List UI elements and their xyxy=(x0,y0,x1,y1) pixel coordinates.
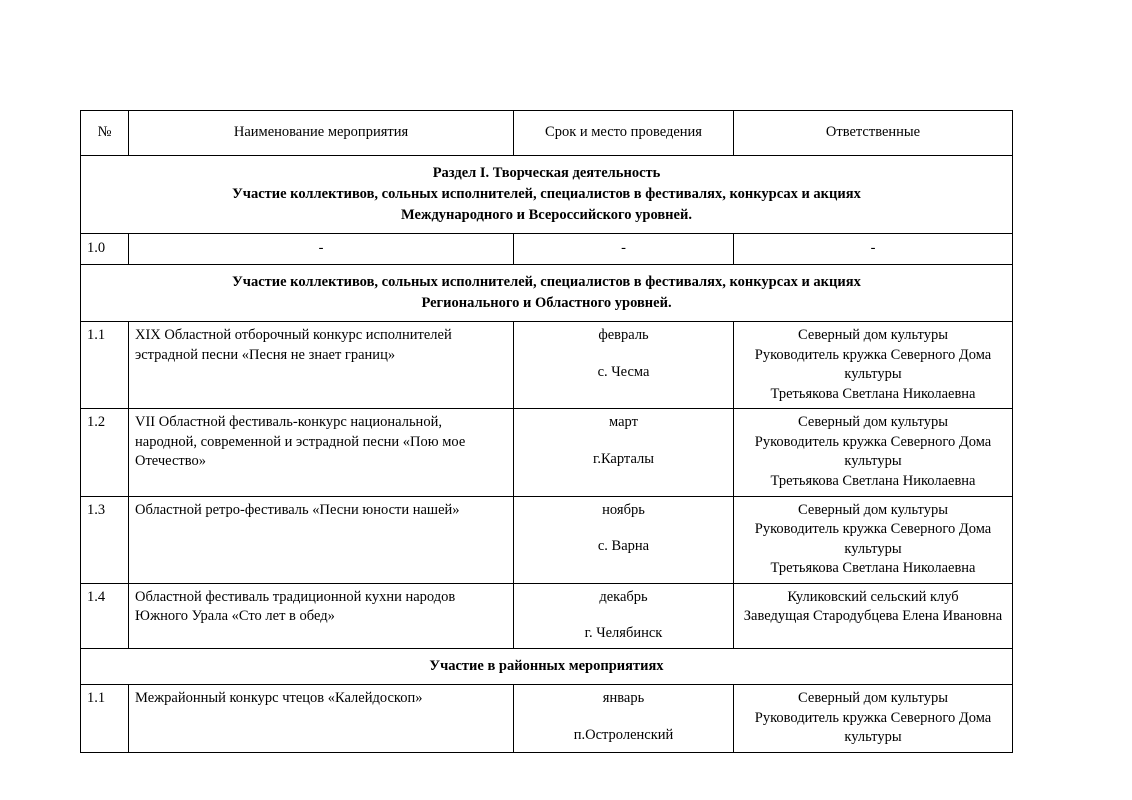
section-header-row xyxy=(81,265,1013,322)
section-header-line: Участие коллективов, сольных исполнителей, специалистов в фестивалях, конкурсах и акциях xyxy=(232,274,861,291)
cell-event-name: Межрайонный конкурс чтецов «Калейдоскоп» xyxy=(129,684,514,752)
section-header-line: Раздел I. Творческая деятельность xyxy=(432,165,661,181)
cell-event-name: XIX Областной отборочный конкурс исполнителей эстрадной песни «Песня не знает границ» xyxy=(129,322,514,409)
responsible-line: Руководитель кружка Северного Дома культуры xyxy=(754,709,992,746)
responsible-line: Куликовский сельский клуб xyxy=(787,588,959,605)
section-header-text xyxy=(81,648,1013,684)
responsible-line: Руководитель кружка Северного Дома культуры xyxy=(754,433,992,470)
cell-event-name: VII Областной фестиваль-конкурс национальной, народной, современной и эстрадной песни «Пою мое Отечество» xyxy=(129,409,514,496)
section-header-row xyxy=(81,648,1013,684)
column-header-responsible: Ответственные xyxy=(734,111,1013,156)
table-row xyxy=(81,684,1013,752)
column-header-number: № xyxy=(81,111,129,156)
responsible-line: Третьякова Светлана Николаевна xyxy=(770,560,976,577)
responsible-line: - xyxy=(870,240,876,257)
cell-date-place xyxy=(514,409,734,496)
cell-event-name: - xyxy=(129,234,514,265)
cell-date-place xyxy=(514,496,734,583)
cell-date-place xyxy=(514,234,734,265)
section-header-row xyxy=(81,156,1013,234)
column-header-event-name: Наименование мероприятия xyxy=(129,111,514,156)
events-plan-table xyxy=(80,110,1013,753)
cell-date-place xyxy=(514,684,734,752)
section-header-text xyxy=(81,156,1013,234)
event-place: г.Карталы xyxy=(593,450,654,467)
cell-number: 1.4 xyxy=(81,583,129,648)
responsible-line: Руководитель кружка Северного Дома культуры xyxy=(754,521,992,557)
event-place: с. Варна xyxy=(597,538,650,555)
responsible-line: Третьякова Светлана Николаевна xyxy=(770,473,976,490)
table-row xyxy=(81,496,1013,583)
section-header-line: Международного и Всероссийского уровней. xyxy=(401,207,692,224)
responsible-line: Северный дом культуры xyxy=(798,414,948,431)
cell-number: 1.1 xyxy=(81,322,129,409)
cell-responsible xyxy=(734,322,1013,409)
spacer xyxy=(520,520,727,537)
spacer xyxy=(520,346,727,363)
cell-date-place xyxy=(514,322,734,409)
section-header-text xyxy=(81,265,1013,322)
cell-date-place xyxy=(514,583,734,648)
section-header-line: Регионального и Областного уровней. xyxy=(421,295,672,312)
cell-number: 1.1 xyxy=(81,684,129,752)
event-date: декабрь xyxy=(599,588,648,605)
section-header-line: Участие коллективов, сольных исполнителей, специалистов в фестивалях, конкурсах и акциях xyxy=(232,186,861,203)
event-date: февраль xyxy=(598,327,649,344)
cell-number: 1.3 xyxy=(81,496,129,583)
column-header-date-place: Срок и место проведения xyxy=(514,111,734,156)
table-row xyxy=(81,409,1013,496)
table-row xyxy=(81,583,1013,648)
event-place: с. Чесма xyxy=(597,363,650,380)
cell-event-name: Областной фестиваль традиционной кухни народов Южного Урала «Сто лет в обед» xyxy=(129,583,514,648)
cell-number: 1.0 xyxy=(81,234,129,265)
responsible-line: Северный дом культуры xyxy=(798,327,948,344)
cell-responsible xyxy=(734,496,1013,583)
responsible-line: Северный дом культуры xyxy=(798,501,948,518)
cell-responsible xyxy=(734,583,1013,648)
spacer xyxy=(520,607,727,624)
cell-responsible xyxy=(734,409,1013,496)
event-date: ноябрь xyxy=(602,501,645,518)
cell-responsible xyxy=(734,684,1013,752)
cell-responsible xyxy=(734,234,1013,265)
responsible-line: Заведущая Стародубцева Елена Ивановна xyxy=(743,608,1003,625)
event-date: март xyxy=(609,414,638,431)
table-row xyxy=(81,234,1013,265)
cell-event-name: Областной ретро-фестиваль «Песни юности нашей» xyxy=(129,496,514,583)
cell-number: 1.2 xyxy=(81,409,129,496)
spacer xyxy=(520,433,727,450)
event-place: п.Остроленский xyxy=(573,726,674,743)
event-date: - xyxy=(621,240,626,257)
responsible-line: Северный дом культуры xyxy=(798,689,948,706)
responsible-line: Руководитель кружка Северного Дома культуры xyxy=(754,346,992,383)
table-header-row xyxy=(81,111,1013,156)
spacer xyxy=(520,709,727,726)
table-body xyxy=(81,111,1013,753)
responsible-line: Третьякова Светлана Николаевна xyxy=(770,385,976,402)
event-place: г. Челябинск xyxy=(584,625,663,642)
event-date: январь xyxy=(602,689,645,706)
section-header-line: Участие в районных мероприятиях xyxy=(429,657,664,674)
table-row xyxy=(81,322,1013,409)
